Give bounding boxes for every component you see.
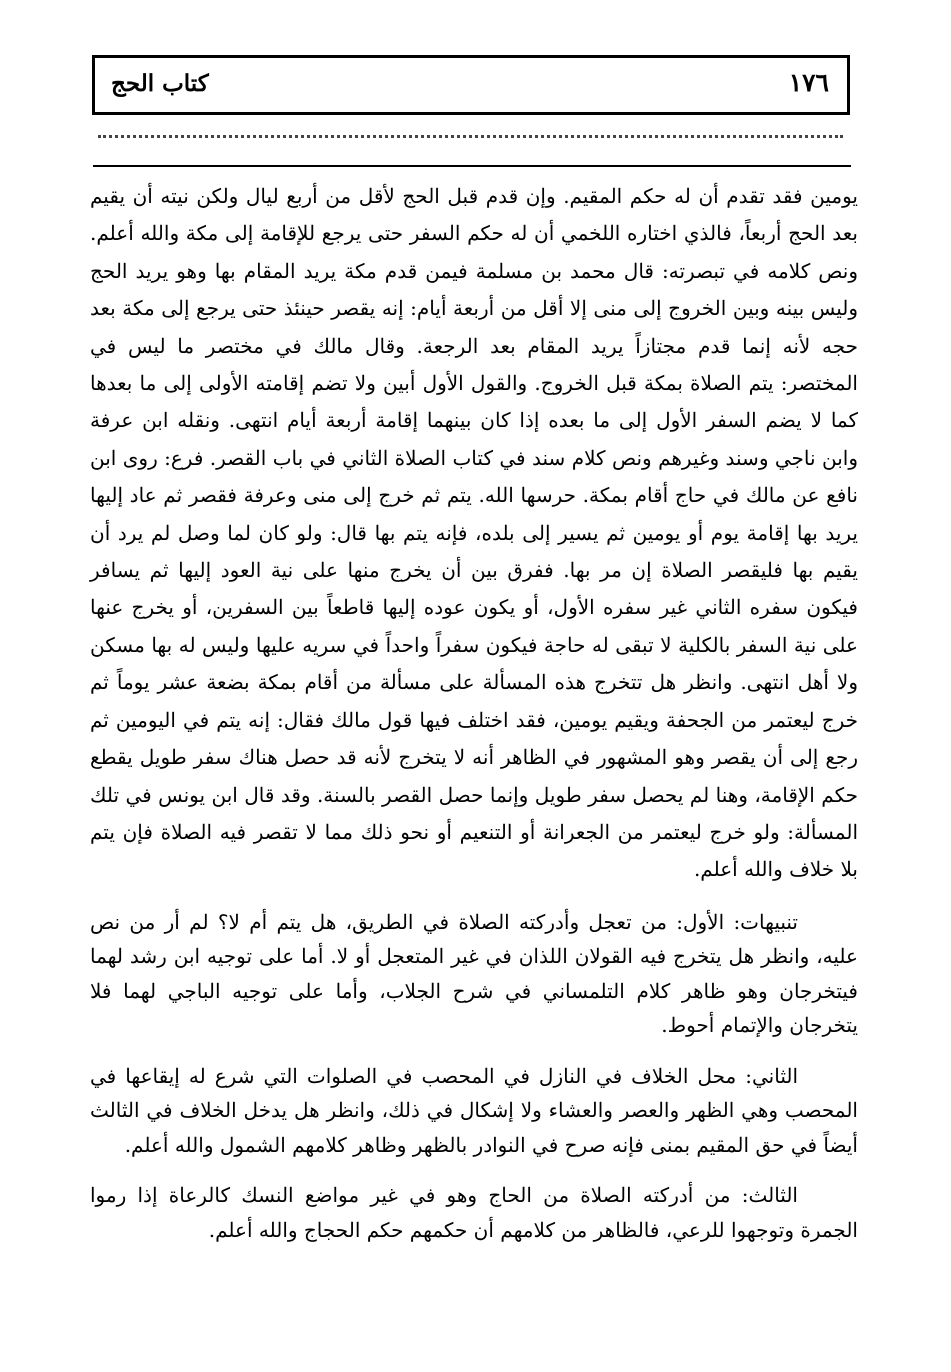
running-title: كتاب الحج [111, 70, 209, 97]
page-number: ١٧٦ [788, 68, 829, 97]
header-rule [93, 165, 851, 167]
note-first: تنبيهات: الأول: من تعجل وأدركته الصلاة في الطريق، هل يتم أم لا؟ لم أر من نص عليه، وانظر هل يتخرج فيه القولان اللذان في غير المتعجل أو لا. أما على توجيه ابن رشد لهما فيتخرجان وهو ظاهر كلام التلمساني في شرح الجلاب، وأما على توجيه الباجي لهما فلا يتخرجان والإتمام أحوط. [90, 909, 858, 1038]
main-paragraph: يومين فقد تقدم أن له حكم المقيم. وإن قدم قبل الحج لأقل من أربع ليال ولكن نيته أن يقيم بعد الحج أربعاً، فالذي اختاره اللخمي أن له حكم السفر حتى يرجع للإقامة إلى مكة والله أعلم. ونص كلامه في تبصرته: قال محمد بن مسلمة فيمن قدم مكة يريد المقام بها وهو يريد الحج وليس بينه وبين الخروج إلى منى إلا أقل من أربعة أيام: إنه يقصر حينئذ حتى يرجع إلى مكة بعد حجه لأنه إنما قدم مجتازاً يريد المقام بعد الرجعة. وقال مالك في مختصر ما ليس في المختصر: يتم الصلاة بمكة قبل الخروج. والقول الأول أبين ولا تضم إقامته الأولى إلى ما بعدها كما لا يضم السفر الأول إلى ما بعده إذا كان بينهما إقامة أربعة أيام انتهى. ونقله ابن عرفة وابن ناجي وسند وغيرهم ونص كلام سند في كتاب الصلاة الثاني في باب القصر. فرع: روى ابن نافع عن مالك في حاج أقام بمكة. حرسها الله. يتم ثم خرج إلى منى وعرفة فقصر ثم عاد إليها يريد بها إقامة يوم أو يومين ثم يسير إلى بلده، فإنه يتم بها قال: ولو كان لما وصل لم يرد أن يقيم بها فليقصر الصلاة إن مر بها. ففرق بين أن يخرج منها على نية العود إليها ثم يسافر فيكون سفره الثاني غير سفره الأول، أو يكون عوده إليها قاطعاً بين السفرين، أو يخرج عنها على نية السفر بالكلية لا تبقى له حاجة فيكون سفراً واحداً في سريه عليها وليس له بها مسكن ولا أهل انتهى. وانظر هل تتخرج هذه المسألة على مسألة من أقام بمكة بضعة عشر يوماً ثم خرج ليعتمر من الجحفة ويقيم يومين، فقد اختلف فيها قول مالك فقال: إنه يتم في اليومين ثم رجع إلى أن يقصر وهو المشهور في الظاهر أنه لا يتخرج لأنه قد حصل هناك سفر طويل يقطع حكم الإقامة، وهنا لم يحصل سفر طويل وإنما حصل القصر بالسنة. وقد قال ابن يونس في تلك المسألة: ولو خرج ليعتمر من الجعرانة أو التنعيم أو نحو ذلك مما لا تقصر فيه الصلاة فإن يتم بلا خلاف والله أعلم. [90, 184, 858, 882]
page-body [90, 178, 858, 1247]
note-third: الثالث: من أدركته الصلاة من الحاج وهو في غير مواضع النسك كالرعاة إذا رموا الجمرة وتوجهوا للرعي، فالظاهر من كلامهم أن حكمهم حكم الحجاج والله أعلم. [90, 1183, 858, 1242]
dotted-separator [98, 135, 843, 138]
note-second: الثاني: محل الخلاف في النازل في المحصب في الصلوات التي شرع له إيقاعها في المحصب وهي الظهر والعصر والعشاء ولا إشكال في ذلك، وانظر هل يدخل الخلاف في الثالث أيضاً في حق المقيم بمنى فإنه صرح في النوادر بالظهر وظاهر كلامهم الشمول والله أعلم. [90, 1063, 858, 1157]
page-header [92, 55, 850, 115]
